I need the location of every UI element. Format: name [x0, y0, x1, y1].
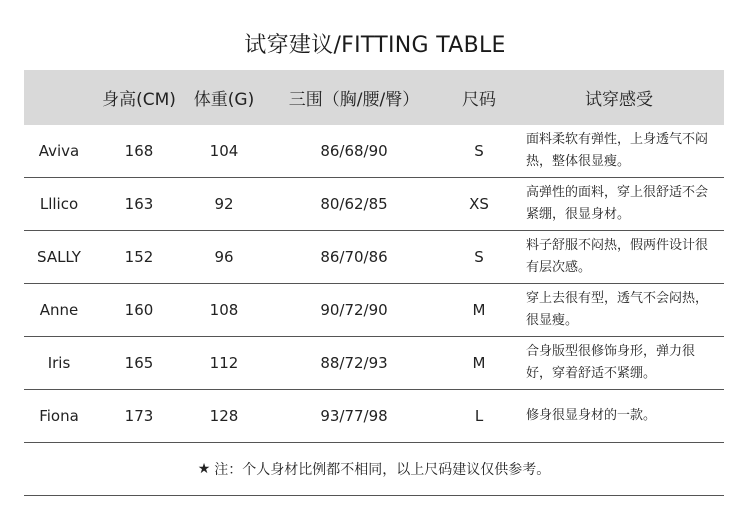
cell-bwh: 88/72/93 — [320, 354, 388, 372]
cell-size: S — [474, 142, 484, 160]
cell-feedback: 穿上去很有型，透气不会闷热，很显瘦。 — [526, 291, 709, 328]
cell-bwh: 86/68/90 — [320, 142, 388, 160]
cell-bwh: 93/77/98 — [320, 407, 388, 425]
cell-weight: 112 — [209, 354, 239, 372]
table-header — [24, 70, 724, 125]
cell-feedback: 高弹性的面料，穿上很舒适不会紧绷，很显身材。 — [526, 185, 709, 222]
cell-size: S — [474, 248, 484, 266]
cell-weight: 128 — [209, 407, 239, 425]
footnote-text: 注：个人身材比例都不相同，以上尺码建议仅供参考。 — [214, 462, 551, 478]
cell-height: 165 — [124, 354, 154, 372]
cell-size: M — [472, 301, 486, 319]
cell-name: Lllico — [39, 195, 79, 213]
page-title: 试穿建议/FITTING TABLE — [244, 33, 506, 58]
cell-bwh: 80/62/85 — [320, 195, 388, 213]
footnote — [24, 443, 724, 496]
cell-name: Iris — [47, 354, 71, 372]
header-bwh: 三围（胸/腰/臀） — [288, 90, 420, 110]
cell-height: 163 — [124, 195, 154, 213]
cell-bwh: 90/72/90 — [320, 301, 388, 319]
table-row — [24, 125, 724, 178]
cell-name: Anne — [39, 301, 79, 319]
cell-name: SALLY — [37, 248, 81, 266]
header-feedback: 试穿感受 — [585, 90, 653, 110]
cell-height: 160 — [124, 301, 154, 319]
header-height: 身高(CM) — [102, 90, 176, 110]
cell-feedback: 料子舒服不闷热，假两件设计很有层次感。 — [526, 238, 709, 275]
table-row — [24, 337, 724, 390]
fitting-table — [24, 70, 724, 496]
cell-feedback: 面料柔软有弹性，上身透气不闷热，整体很显瘦。 — [526, 132, 709, 169]
cell-weight: 92 — [214, 195, 234, 213]
cell-size: M — [472, 354, 486, 372]
table-row — [24, 231, 724, 284]
table-row — [24, 284, 724, 337]
table-row — [24, 390, 724, 443]
cell-name: Fiona — [39, 407, 79, 425]
cell-feedback: 修身很显身材的一款。 — [526, 408, 657, 423]
cell-size: XS — [469, 195, 489, 213]
star-icon: ★ — [197, 461, 211, 477]
cell-name: Aviva — [38, 142, 80, 160]
cell-size: L — [474, 407, 484, 425]
cell-height: 152 — [124, 248, 154, 266]
cell-height: 168 — [124, 142, 154, 160]
cell-bwh: 86/70/86 — [320, 248, 388, 266]
cell-weight: 108 — [209, 301, 239, 319]
header-size: 尺码 — [462, 90, 496, 110]
header-weight: 体重(G) — [193, 90, 255, 110]
cell-feedback: 合身版型很修饰身形，弹力很好，穿着舒适不紧绷。 — [526, 344, 696, 381]
cell-height: 173 — [124, 407, 154, 425]
cell-weight: 104 — [209, 142, 239, 160]
table-row — [24, 178, 724, 231]
cell-weight: 96 — [214, 248, 234, 266]
